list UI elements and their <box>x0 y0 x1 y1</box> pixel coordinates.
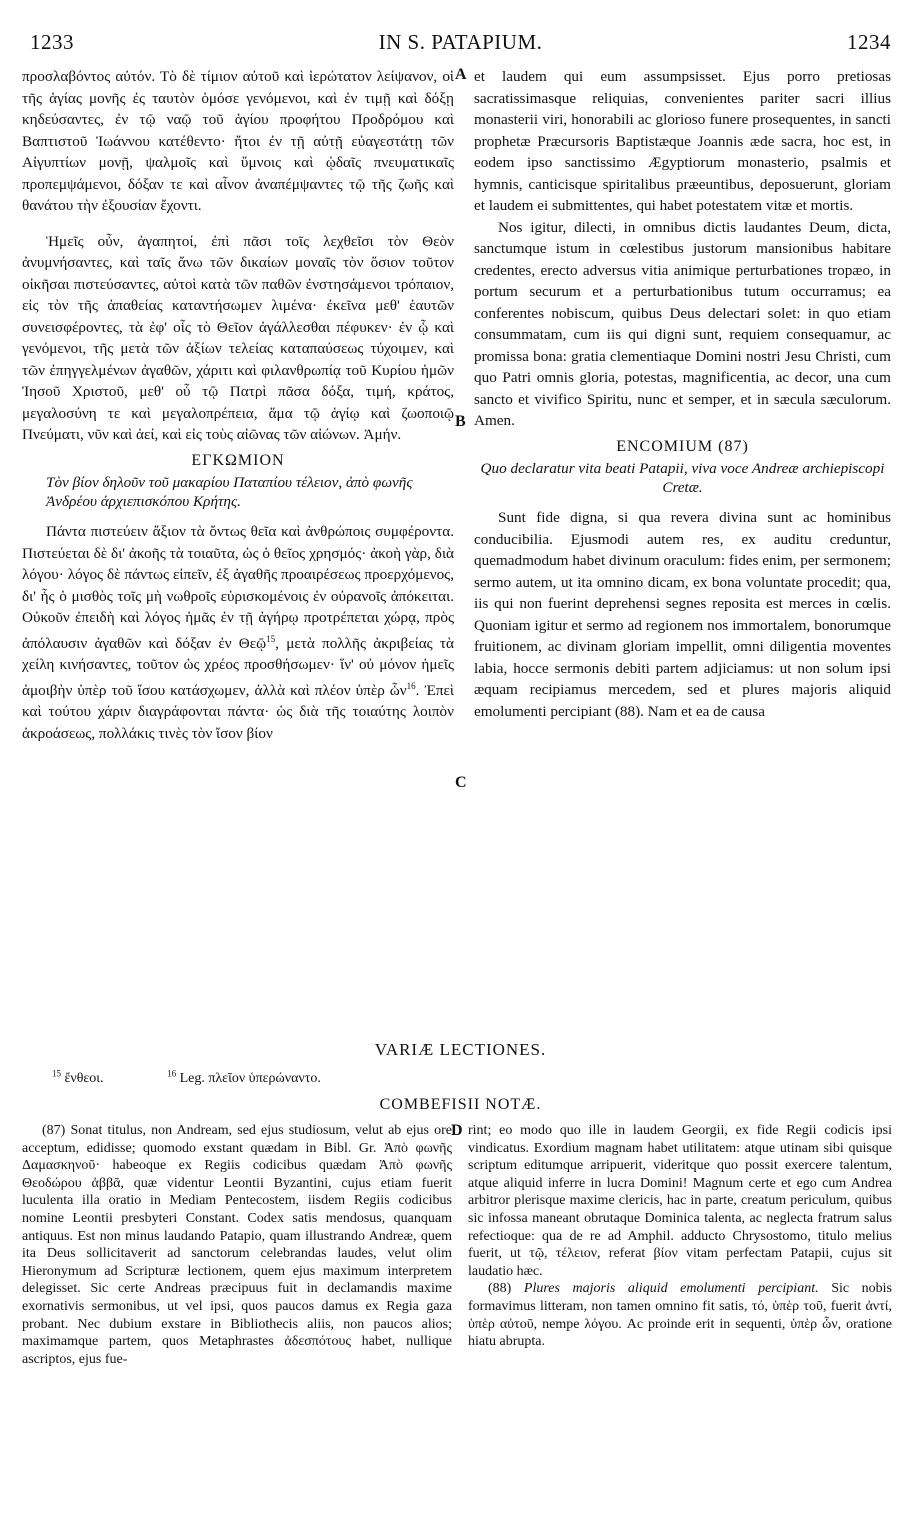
greek-heading: ΕΓΚΩΜΙΟΝ <box>191 451 285 469</box>
note-88 <box>468 1280 892 1350</box>
latin-heading: ENCOMIUM (87) <box>616 437 749 455</box>
variae-lectiones-list <box>52 1068 381 1087</box>
section-marker-d: D <box>451 1122 463 1139</box>
section-marker-b: B <box>455 413 466 430</box>
footnote-ref-16: 16 <box>406 680 416 691</box>
greek-subtitle: Τὸν βίον δηλοῦν τοῦ μακαρίου Παταπίου τέλειον, ἀπὸ φωνῆς Ἀνδρέου ἀρχιεπισκόπου Κρήτης. <box>46 474 413 510</box>
variant-15-text: ἔνθεοι. <box>64 1070 104 1086</box>
note-87: (87) Sonat titulus, non Andream, sed ejus studiosum, velut ab ejus ore acceptum, edidisse; quomodo exstant quædam in Bibl. Gr. Ἀπὸ φωνῆς Δαμασκηνοῦ· habeoque ex Regiis codicibus quædam Ἀπὸ φωνῆς Θεοδώρου ἀββᾶ, quæ videntur Leontii Byzantini, cujus etiam fuerit luculenta illa oratio in Mediam Pentecostem, iisdem Regiis codicibus nomine Leontii presbyteri Constant. Codex satis mendosus, quanquam antiquus. Est non minus laudando Patapio, quam illustrando Andreæ, quem ita Deus sollicitaverit ad sanctorum celebrandas laudes, velut olim Hieronymum ad Scripturæ lectionem, quem ejus maximum interpretem delegisset. Sic certe Andreas præcipuus fuit in declamandis maxime exornativis sermonibus, ut vel ipsi, quos paucos damus ex Regia gaza probant. Nec dubium exstare in Bibliothecis aliis, non paucos alios; maximamque partem, quos Metaphrastes ἀδεσπότους habet, nullique ascriptos, ejus fue- <box>22 1123 452 1367</box>
greek-paragraph-3-part-c: . Ἐπεὶ καὶ τούτου χάριν διαγράφονται πάντα· ὡς διὰ τῆς τοιαύτης λοιπὸν ἀκροάσεως, πολλάκις τινὲς τὸν ἴσον βίον <box>22 681 454 742</box>
section-marker-a: A <box>455 66 467 83</box>
note-88-lemma: Plures majoris aliquid emolumenti percipiant. <box>523 1281 819 1297</box>
notes-left-column <box>22 1122 452 1368</box>
latin-paragraph-3: Sunt fide digna, si qua revera divina sunt ac hominibus conducibilia. Ejusmodi autem res, ex auditu creduntur, quemadmodum habet divinum oraculum: fides enim, per sermonem; sermo autem, ut ita omnino dicam, ex bona voluntate procedit; qua, iis qui non fuerint deprehensi segnes reposita est merces in cœlis. Quoniam igitur et sermo ad regionem nos immortalem, bonorumque fruitionem, ac divinam gloriam impellit, omni diligentia moventes labia, hocce sermonis debiti partem adjiciamus: ut non solum ipsi æquam recipiamus mercedem, sed et plures majoris aliquid emolumenti percipiant (88). Nam et ea de causa <box>474 509 891 720</box>
notae-title: COMBEFISII NOTÆ. <box>379 1096 542 1113</box>
page-number-left: 1233 <box>30 30 74 54</box>
latin-paragraph-1: et laudem qui eum assumpsisset. Ejus porro pretiosas sacratissimasque reliquias, convenientes pariter sacri illius monasterii viri, honorabili ac glorioso funere prosequentes, in sancti prophetæ Præcursoris Baptistæque Joannis æde sacra, hoc est, in eodem ipso sanctissimo Ægyptiorum monasterio, psalmis et hymnis, canticisque spiritalibus præeuntibus, deposuerunt, gloriam et laudem ei submittentes, qui habet potestatem vitæ et mortis. <box>474 68 891 214</box>
variant-15-number: 15 <box>52 1068 61 1078</box>
page-header <box>30 30 891 60</box>
note-87-continued: rint; eo modo quo ille in laudem Georgii, ex fide Regii codicis ipsi vindicatus. Exordium magnam habet utilitatem: atque utinam sibi quisque scriptum editumque arripuerit, videritque quo possit exercere talentum, atque aliquid inferre in lucra Domini! Magnum certe et ego cum Andrea arbitror plerisque maxime clericis, hac in parte, creatum periculum, quibus sic infossa maneant obrutaque Dominica talenta, ac neglecta fratrum salus refectioque: qua de re ad Amphil. adducto Chrysostomo, titulo melius fuerit, ut τῷ, τέλειον, referat βίον vitam perfectam Patapii, cujus sit laudatio hæc. <box>468 1123 892 1279</box>
variant-15 <box>52 1068 134 1086</box>
latin-column <box>474 66 891 722</box>
footnote-ref-15: 15 <box>266 633 276 644</box>
greek-paragraph-3-part-a: Πάντα πιστεύειν ἄξιον τὰ ὄντως θεῖα καὶ ἀνθρώποις συμφέροντα. Πιστεύεται δὲ δι' ἀκοῆς τὰ τοιαῦτα, ὡς ὁ θεῖος χρησμός· ἀκοὴ γὰρ, διὰ λόγου· λόγος δὲ πάντως εἰπεῖν, ἐξ ἀγαθῆς προαιρέσεως προερχόμενος, δι' ἧς ὁ μισθὸς τοῖς μὴ νωθροῖς εὑρισκομένοις ἐν οὐρανοῖς ἀπόκειται. Οὐκοῦν ἐπειδὴ καὶ λόγος ἡμᾶς ἐν τῇ ἀγήρῳ προτρέπεται χώρᾳ, πρὸς ἀπόλαυσιν ἀγαθῶν καὶ δόξαν ἐν Θεῷ <box>22 523 454 652</box>
greek-paragraph-1: προσλαβόντος αὐτόν. Τὸ δὲ τίμιον αὐτοῦ καὶ ἱερώτατον λείψανον, οἱ τῆς ἁγίας μονῆς ἐς ταυτὸν ὁμόσε γενόμενοι, καὶ ἐν τιμῇ καὶ δόξῃ κηδεύσαντες, ἐν τῷ ναῷ τοῦ ἁγίου προφήτου Προδρόμου καὶ Βαπτιστοῦ Ἰωάννου κατέθεντο· ἤτοι ἐν τῇ αὐτῇ εὐαγεστάτῃ τῶν Αἰγυπτίων μονῇ, ψαλμοῖς καὶ ὕμνοις καὶ ᾠδαῖς πνευματικαῖς προπεμψάμενοι, δόξαν τε καὶ αἶνον ἀναπέμψαντες τῷ τῆς ζωῆς καὶ θανάτου τὴν ἐξουσίαν ἔχοντι. <box>22 68 454 214</box>
variae-lectiones-title: VARIÆ LECTIONES. <box>374 1040 547 1059</box>
greek-column <box>22 66 454 744</box>
variant-16-text: Leg. πλεῖον ὑπερώναντο. <box>179 1070 321 1086</box>
variant-16-number: 16 <box>167 1068 177 1078</box>
greek-paragraph-3 <box>22 521 454 744</box>
greek-paragraph-3-part-b: , μετὰ πολλῆς ἀκριβείας τὰ χείλη κινήσαντες, τοῦτον ὡς χρέος προσθήσωμεν· ἵν' οὐ μόνον ἡμεῖς ἀμοιβὴν ὑπὲρ τοῦ ἴσου κατάσχωμεν, ἀλλὰ καὶ πλέον ὑπὲρ ὧν <box>22 634 454 699</box>
latin-subtitle: Quo declaratur vita beati Patapii, viva voce Andreæ archiepiscopi Cretæ. <box>480 460 885 496</box>
note-88-number: (88) <box>488 1281 512 1297</box>
section-marker-c: C <box>455 774 467 791</box>
variant-16 <box>167 1068 351 1086</box>
latin-paragraph-2: Nos igitur, dilecti, in omnibus dictis laudantes Deum, dicta, sanctumque istum in cœlestibus justorum mansionibus habitare credentes, erecto adversus vitia animique perturbationes tropæo, in portum securum et a perturbationibus tutum occurramus; ea conferentes nobiscum, quibus Deus delectari solet: in quo etiam consummatam, cum iis qui digni sunt, requiem consequamur, ac promissa bona: gratia clementiaque Domini nostri Jesu Christi, cum quo Patri omnis gloria, potestas, magnificentia, ac decor, una cum sancto et vivifico Spiritu, nunc et semper, et in sæcula sæculorum. Amen. <box>474 218 891 429</box>
greek-paragraph-2: Ἡμεῖς οὖν, ἀγαπητοί, ἐπὶ πᾶσι τοῖς λεχθεῖσι τὸν Θεὸν ἀνυμνήσαντες, καὶ ταῖς ἄνω τῶν δικαίων μοναῖς τὸν ὅσιον τοῦτον οἰκῆσαι πιστεύσαντες, αὐτοὶ κατὰ τῶν παθῶν ἐνστησάμενοι τρόπαιον, εἰς τὸν τῆς ἀπαθείας καταντήσωμεν λιμένα· ἐκεῖνα μεθ' ἑαυτῶν συνεισφέροντες, τὰ ἐφ' οἷς τὸ Θεῖον ἀγάλλεσθαι πέφυκεν· ἐν ᾧ καὶ γενόμενοι, τῆς μετὰ τῶν ἀξίων τελείας καταπαύσεως τύχοιμεν, καὶ τῶν ἐπηγγελμένων ἀγαθῶν, χάριτι καὶ φιλανθρωπίᾳ τοῦ Κυρίου ἡμῶν Ἰησοῦ Χριστοῦ, μεθ' οὗ τῷ Πατρὶ πᾶσα δόξα, τιμή, κράτος, μεγαλοσύνη τε καὶ μεγαλοπρέπεια, ἅμα τῷ ἁγίῳ καὶ ζωοποιῷ Πνεύματι, νῦν καὶ ἀεί, καὶ εἰς τοὺς αἰῶνας τῶν αἰώνων. Ἀμήν. <box>22 232 454 443</box>
notes-right-column <box>468 1122 892 1351</box>
running-title: IN S. PATAPIUM. <box>378 30 543 54</box>
page-number-right: 1234 <box>847 30 891 54</box>
note-88-text: Sic nobis formavimus litteram, non tamen omnino fit satis, τό, ὑπὲρ τοῦ, fuerit ἀντί, ὑπὲρ αὐτοῦ, nempe λόγου. Ac proinde erit in sequenti, ὑπὲρ ὧν, oratione hiatu abrupta. <box>468 1281 892 1350</box>
